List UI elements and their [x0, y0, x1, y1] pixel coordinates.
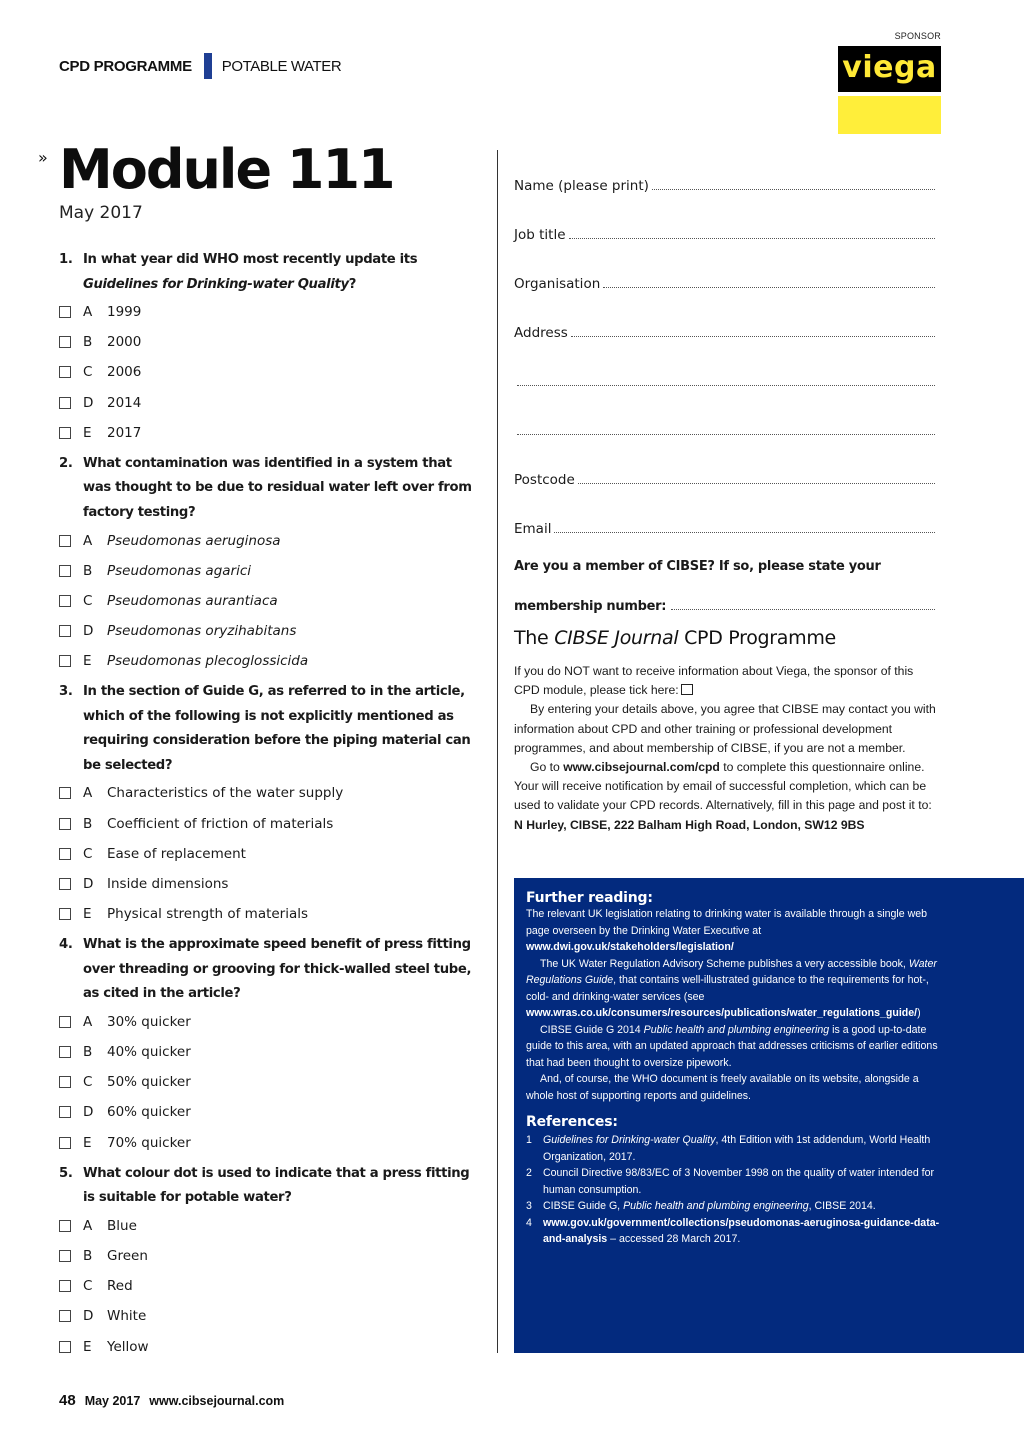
reference-body: Council Directive 98/83/EC of 3 November 1998 on the quality of water intended for human consumption. — [543, 1167, 935, 1196]
question-number: 2. — [59, 455, 73, 471]
field-address-line[interactable] — [514, 390, 935, 439]
p2-mid: , that contains well-illustrated guidance to the requirements for hot-, cold- and drinking-water services (see — [526, 974, 929, 1003]
option-letter: A — [83, 785, 93, 802]
reference-link[interactable]: www.gov.uk/government/collections/pseudomonas-aeruginosa-guidance-data-and-analysis — [543, 1216, 940, 1245]
header-divider-bar — [204, 53, 212, 79]
reference-italic: Public health and plumbing engineering — [623, 1200, 809, 1212]
question-body — [83, 933, 479, 1007]
option-letter: D — [83, 394, 94, 411]
goto-pre: Go to — [530, 760, 564, 775]
answer-option[interactable] — [59, 1301, 479, 1331]
member-question: Are you a member of CIBSE? If so, please state your — [514, 559, 881, 574]
question-text-after: ? — [348, 276, 357, 292]
chevron-icon: » — [38, 148, 48, 167]
goto-paragraph — [514, 758, 939, 835]
option-letter: C — [83, 845, 93, 862]
answer-option[interactable] — [59, 1241, 479, 1271]
reference-number: 4 — [526, 1216, 532, 1229]
reference-item — [526, 1198, 946, 1215]
question-4 — [59, 933, 479, 1157]
answer-option[interactable] — [59, 1097, 479, 1127]
module-title: Module 111 — [59, 138, 394, 201]
field-address-line[interactable] — [514, 341, 935, 390]
answer-checkbox[interactable] — [59, 565, 71, 577]
answer-option[interactable] — [59, 388, 479, 418]
option-letter: D — [83, 1308, 94, 1325]
question-number: 4. — [59, 937, 73, 953]
reference-item — [526, 1165, 946, 1198]
question-2 — [59, 452, 479, 676]
field-input-line[interactable] — [517, 434, 935, 435]
answer-checkbox[interactable] — [59, 908, 71, 920]
membership-number-input-line[interactable] — [671, 609, 935, 610]
answer-option[interactable] — [59, 646, 479, 676]
reference-item — [526, 1132, 946, 1165]
page-footer — [59, 1392, 284, 1409]
option-value: Ease of replacement — [107, 845, 246, 862]
option-letter: E — [83, 424, 92, 441]
option-letter: A — [83, 1013, 93, 1030]
cpd-heading-post: CPD Programme — [678, 627, 836, 649]
reference-body: , CIBSE 2014. — [808, 1200, 876, 1212]
answer-checkbox[interactable] — [59, 306, 71, 318]
reference-text — [543, 1198, 946, 1215]
answer-checkbox[interactable] — [59, 1250, 71, 1262]
option-letter: B — [83, 1044, 93, 1061]
option-letter: D — [83, 623, 94, 640]
option-value: Physical strength of materials — [107, 906, 309, 923]
question-body — [83, 1162, 479, 1211]
field-label: Postcode — [514, 472, 575, 488]
membership-number-field[interactable] — [514, 599, 935, 614]
field-label: Name (please print) — [514, 178, 649, 194]
viega-logo — [838, 46, 941, 134]
p3-italic: Public health and plumbing engineering — [643, 1023, 830, 1036]
option-value: Blue — [107, 1217, 137, 1234]
field-label: Job title — [514, 227, 566, 243]
further-reading-p2 — [526, 956, 946, 1022]
option-letter: A — [83, 532, 93, 549]
references-heading: References: — [526, 1114, 618, 1130]
field-name-please-print[interactable] — [514, 145, 935, 194]
option-value: 2006 — [107, 364, 142, 381]
option-value: Green — [107, 1248, 148, 1265]
membership-number-label: membership number: — [514, 599, 667, 614]
option-value: 2014 — [107, 394, 142, 411]
option-letter: A — [83, 304, 93, 321]
question-number: 5. — [59, 1165, 73, 1181]
option-value: White — [107, 1308, 147, 1325]
question-text-main: What contamination was identified in a system that was thought to be due to residual water left over from factory testing? — [83, 455, 472, 520]
answer-option[interactable] — [59, 809, 479, 839]
reference-text — [543, 1132, 946, 1165]
field-input-line[interactable] — [578, 483, 935, 484]
answer-option[interactable] — [59, 357, 479, 387]
option-letter: C — [83, 1074, 93, 1091]
further-reading-p4: And, of course, the WHO document is freely available on its website, alongside a whole host of supporting reports and guidelines. — [526, 1073, 919, 1102]
p3-post: is a good up-to-date guide to this area, with an updated approach that addresses criticisms of earlier editions that had been thought to oversize pipework. — [526, 1023, 938, 1069]
option-letter: A — [83, 1217, 93, 1234]
answer-checkbox[interactable] — [59, 787, 71, 799]
field-input-line[interactable] — [571, 336, 935, 337]
answer-option[interactable] — [59, 297, 479, 327]
reference-text — [543, 1165, 946, 1198]
column-divider — [497, 150, 498, 1353]
option-letter: B — [83, 562, 93, 579]
further-reading-p1 — [526, 906, 946, 956]
further-reading-heading: Further reading: — [526, 890, 653, 906]
references-list — [526, 1132, 946, 1248]
option-value: 2017 — [107, 424, 142, 441]
option-value: 50% quicker — [107, 1074, 191, 1091]
question-number: 1. — [59, 252, 73, 267]
option-letter: B — [83, 1248, 93, 1265]
field-label: Address — [514, 325, 568, 341]
answer-checkbox[interactable] — [59, 1016, 71, 1028]
p2-post: ) — [917, 1007, 921, 1019]
question-body — [83, 248, 479, 297]
answer-option[interactable] — [59, 616, 479, 646]
cpd-heading-italic: CIBSE Journal — [554, 627, 679, 649]
option-value: Coefficient of friction of materials — [107, 815, 334, 832]
option-letter: C — [83, 592, 93, 609]
question-text — [59, 1162, 479, 1211]
question-number: 3. — [59, 684, 73, 700]
topic-label: POTABLE WATER — [221, 57, 342, 75]
question-1 — [59, 248, 479, 448]
question-body — [83, 680, 479, 778]
option-value: Inside dimensions — [107, 876, 229, 893]
option-value: Yellow — [107, 1338, 149, 1355]
p1-text: The relevant UK legislation relating to drinking water is available through a single web page overseen by the Drinking Water Executive at — [526, 908, 928, 937]
field-input-line[interactable] — [554, 532, 935, 533]
question-5 — [59, 1162, 479, 1362]
optout-checkbox[interactable] — [681, 684, 693, 695]
field-address[interactable] — [514, 292, 935, 341]
answer-option[interactable] — [59, 556, 479, 586]
p2-pre: The UK Water Regulation Advisory Scheme publishes a very accessible book, — [540, 957, 909, 970]
answer-option[interactable] — [59, 1037, 479, 1067]
question-text-italic: Guidelines for Drinking-water Quality — [83, 276, 349, 292]
field-input-line[interactable] — [652, 189, 935, 190]
question-text-main: In what year did WHO most recently update its — [83, 252, 418, 267]
question-text — [59, 452, 479, 526]
answer-checkbox[interactable] — [59, 878, 71, 890]
footer-date: May 2017 — [84, 1394, 141, 1408]
question-3 — [59, 680, 479, 929]
answer-option[interactable] — [59, 525, 479, 555]
option-value: 30% quicker — [107, 1013, 191, 1030]
question-text-main: In the section of Guide G, as referred to in the article, which of the following is not explicitly mentioned as requiring consideration before the piping material can be selected? — [83, 684, 471, 773]
answer-checkbox[interactable] — [59, 1310, 71, 1322]
logo-yellow-block — [838, 96, 941, 134]
option-letter: C — [83, 1278, 93, 1295]
answer-option[interactable] — [59, 1128, 479, 1158]
question-text — [59, 933, 479, 1007]
field-label: Organisation — [514, 276, 601, 292]
further-reading-box — [514, 878, 1024, 1353]
reference-number: 1 — [526, 1134, 532, 1146]
reference-number: 3 — [526, 1200, 532, 1212]
option-value: 2000 — [107, 334, 142, 351]
goto-post: to complete this questionnaire online. Your will receive notification by email of successful completion, which can be used to validate your CPD records. Alternatively, fill in this page and post it to: — [514, 760, 932, 813]
logo-text: viega — [842, 50, 937, 85]
option-value: Pseudomonas oryzihabitans — [107, 623, 297, 640]
answer-option[interactable] — [59, 899, 479, 929]
wras-link[interactable]: www.wras.co.uk/consumers/resources/publications/water_regulations_guide/ — [526, 1007, 918, 1019]
answer-checkbox[interactable] — [59, 595, 71, 607]
section-header — [59, 54, 341, 78]
optout-text: If you do NOT want to receive information about Viega, the sponsor of this CPD module, please tick here: — [514, 664, 914, 698]
answer-option[interactable] — [59, 869, 479, 899]
reference-pre: CIBSE Guide G, — [543, 1200, 624, 1212]
field-organisation[interactable] — [514, 243, 935, 292]
answer-checkbox[interactable] — [59, 1137, 71, 1149]
dwi-link[interactable]: www.dwi.gov.uk/stakeholders/legislation/ — [526, 941, 734, 953]
answer-option[interactable] — [59, 1332, 479, 1362]
option-value: Pseudomonas agarici — [107, 562, 252, 579]
option-value: 1999 — [107, 304, 142, 321]
reference-body: , 4th Edition with 1st addendum, World Health Organization, 2017. — [543, 1134, 931, 1163]
option-letter: D — [83, 876, 94, 893]
entry-form — [514, 145, 935, 614]
question-text — [59, 680, 479, 778]
option-letter: B — [83, 815, 93, 832]
cpd-body — [514, 662, 939, 835]
option-letter: D — [83, 1104, 94, 1121]
optout-paragraph — [514, 662, 939, 700]
answer-checkbox[interactable] — [59, 625, 71, 637]
field-email[interactable] — [514, 488, 935, 537]
reference-number: 2 — [526, 1167, 532, 1179]
answer-option[interactable] — [59, 418, 479, 448]
further-reading-p3 — [526, 1022, 946, 1072]
answer-option[interactable] — [59, 1211, 479, 1241]
answer-checkbox[interactable] — [59, 1220, 71, 1232]
option-letter: E — [83, 1134, 92, 1151]
answer-option[interactable] — [59, 839, 479, 869]
reference-body: – accessed 28 March 2017. — [607, 1233, 741, 1245]
question-text — [59, 248, 479, 297]
option-letter: C — [83, 364, 93, 381]
answer-option[interactable] — [59, 327, 479, 357]
consent-paragraph: By entering your details above, you agree that CIBSE may contact you with information about CPD and other training or professional development programmes, and about membership of CIBSE, if you are not a member. — [514, 702, 936, 755]
field-input-line[interactable] — [603, 287, 935, 288]
option-value: Pseudomonas aurantiaca — [107, 592, 278, 609]
question-text-main: What colour dot is used to indicate that a press fitting is suitable for potable water? — [83, 1165, 470, 1206]
p3-pre: CIBSE Guide G 2014 — [540, 1023, 644, 1036]
answer-option[interactable] — [59, 1271, 479, 1301]
option-value: Pseudomonas plecoglossicida — [107, 653, 309, 670]
answer-checkbox[interactable] — [59, 336, 71, 348]
answer-option[interactable] — [59, 1007, 479, 1037]
cpd-heading — [514, 627, 836, 649]
answer-checkbox[interactable] — [59, 535, 71, 547]
option-value: Pseudomonas aeruginosa — [107, 532, 281, 549]
option-value: Red — [107, 1278, 133, 1295]
answer-checkbox[interactable] — [59, 1280, 71, 1292]
answer-checkbox[interactable] — [59, 366, 71, 378]
option-letter: E — [83, 1338, 92, 1355]
option-letter: E — [83, 906, 92, 923]
answer-checkbox[interactable] — [59, 427, 71, 439]
answer-checkbox[interactable] — [59, 1076, 71, 1088]
field-postcode[interactable] — [514, 439, 935, 488]
answer-checkbox[interactable] — [59, 655, 71, 667]
option-value: 60% quicker — [107, 1104, 191, 1121]
p2-italic: Water Regulations Guide — [526, 957, 937, 986]
option-value: 40% quicker — [107, 1044, 191, 1061]
programme-label: CPD PROGRAMME — [59, 57, 192, 75]
answer-option[interactable] — [59, 586, 479, 616]
cpd-heading-pre: The — [514, 627, 555, 649]
post-address: N Hurley, CIBSE, 222 Balham High Road, London, SW12 9BS — [514, 817, 865, 832]
reference-italic: Guidelines for Drinking-water Quality — [543, 1134, 716, 1146]
option-letter: B — [83, 334, 93, 351]
option-letter: E — [83, 653, 92, 670]
logo-black-block — [838, 46, 941, 92]
module-date: May 2017 — [59, 203, 143, 223]
option-value: 70% quicker — [107, 1134, 191, 1151]
cpd-url-link[interactable]: www.cibsejournal.com/cpd — [563, 760, 720, 775]
question-text-main: What is the approximate speed benefit of press fitting over threading or grooving for thick-walled steel tube, as cited in the article? — [83, 937, 472, 1002]
question-body — [83, 452, 479, 526]
field-job-title[interactable] — [514, 194, 935, 243]
answer-checkbox[interactable] — [59, 1046, 71, 1058]
page-number: 48 — [59, 1392, 76, 1409]
questions-list — [59, 248, 479, 1362]
answer-checkbox[interactable] — [59, 1341, 71, 1353]
answer-checkbox[interactable] — [59, 848, 71, 860]
field-input-line[interactable] — [569, 238, 936, 239]
footer-url[interactable]: www.cibsejournal.com — [149, 1394, 285, 1408]
answer-option[interactable] — [59, 778, 479, 808]
reference-item — [526, 1215, 946, 1248]
option-value: Characteristics of the water supply — [107, 785, 344, 802]
reference-text — [543, 1215, 946, 1248]
answer-checkbox[interactable] — [59, 818, 71, 830]
answer-checkbox[interactable] — [59, 1106, 71, 1118]
answer-option[interactable] — [59, 1067, 479, 1097]
field-label: Email — [514, 521, 552, 537]
field-input-line[interactable] — [517, 385, 935, 386]
sponsor-label: SPONSOR — [894, 31, 941, 41]
answer-checkbox[interactable] — [59, 397, 71, 409]
